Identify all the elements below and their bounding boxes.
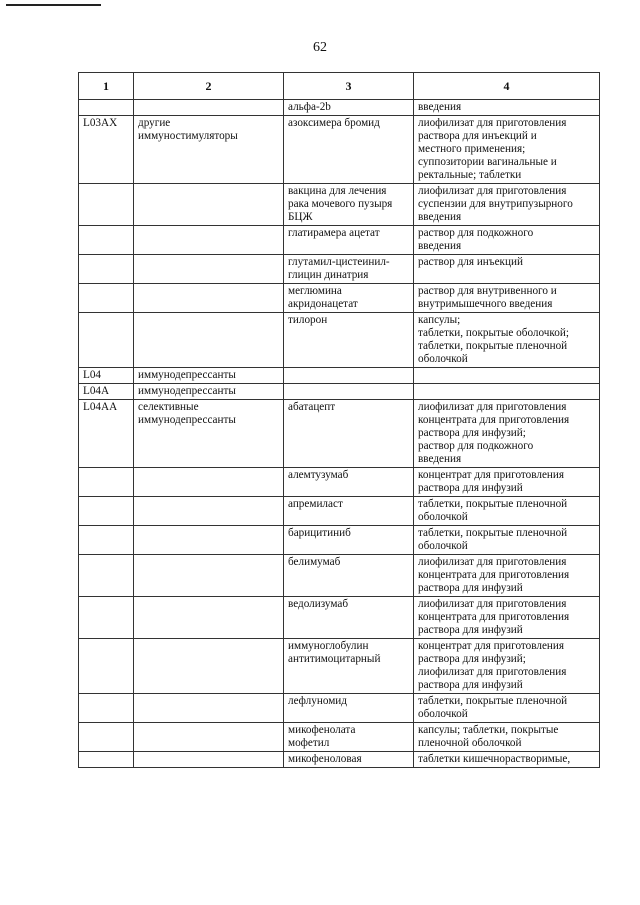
drug-table	[78, 72, 600, 768]
drug-name-cell	[284, 384, 414, 400]
table-row	[79, 284, 600, 313]
page-number: 62	[313, 40, 327, 55]
dosage-form-cell: раствор для инъекций	[414, 255, 600, 284]
table-row	[79, 255, 600, 284]
group-name-cell	[134, 226, 284, 255]
drug-name-cell: азоксимера бромид	[284, 116, 414, 184]
table-row	[79, 555, 600, 597]
atc-code-cell: L03AX	[79, 116, 134, 184]
group-name-cell	[134, 313, 284, 368]
dosage-form-cell: лиофилизат для приготовления концентрата для приготовления раствора для инфузий	[414, 555, 600, 597]
header-rule	[6, 4, 101, 6]
dosage-form-cell: введения	[414, 100, 600, 116]
dosage-form-cell: лиофилизат для приготовления концентрата для приготовления раствора для инфузий; раствор для подкожного введения	[414, 400, 600, 468]
table-row	[79, 723, 600, 752]
dosage-form-cell: концентрат для приготовления раствора для инфузий; лиофилизат для приготовления раствора для инфузий	[414, 639, 600, 694]
atc-code-cell	[79, 597, 134, 639]
dosage-form-cell	[414, 368, 600, 384]
drug-name-cell: микофенолата мофетил	[284, 723, 414, 752]
atc-code-cell: L04	[79, 368, 134, 384]
column-header: 3	[284, 73, 414, 100]
dosage-form-cell: капсулы; таблетки, покрытые оболочкой; таблетки, покрытые пленочной оболочкой	[414, 313, 600, 368]
atc-code-cell	[79, 184, 134, 226]
group-name-cell	[134, 597, 284, 639]
group-name-cell	[134, 639, 284, 694]
table-row	[79, 116, 600, 184]
table-row	[79, 384, 600, 400]
group-name-cell	[134, 497, 284, 526]
group-name-cell	[134, 184, 284, 226]
atc-code-cell	[79, 313, 134, 368]
dosage-form-cell: таблетки, покрытые пленочной оболочкой	[414, 497, 600, 526]
table-row	[79, 184, 600, 226]
group-name-cell	[134, 100, 284, 116]
table-body	[79, 100, 600, 768]
drug-name-cell: глутамил-цистеинил- глицин динатрия	[284, 255, 414, 284]
dosage-form-cell: таблетки, покрытые пленочной оболочкой	[414, 526, 600, 555]
table-row	[79, 313, 600, 368]
atc-code-cell	[79, 284, 134, 313]
drug-name-cell: вакцина для лечения рака мочевого пузыря БЦЖ	[284, 184, 414, 226]
atc-code-cell	[79, 723, 134, 752]
atc-code-cell: L04A	[79, 384, 134, 400]
atc-code-cell	[79, 226, 134, 255]
table-row	[79, 497, 600, 526]
drug-name-cell: альфа-2b	[284, 100, 414, 116]
table-row	[79, 597, 600, 639]
atc-code-cell	[79, 255, 134, 284]
group-name-cell	[134, 468, 284, 497]
dosage-form-cell: концентрат для приготовления раствора для инфузий	[414, 468, 600, 497]
table-row	[79, 100, 600, 116]
table-row	[79, 368, 600, 384]
drug-name-cell: апремиласт	[284, 497, 414, 526]
dosage-form-cell: лиофилизат для приготовления суспензии для внутрипузырного введения	[414, 184, 600, 226]
atc-code-cell	[79, 526, 134, 555]
atc-code-cell	[79, 694, 134, 723]
table-row	[79, 526, 600, 555]
drug-name-cell: глатирамера ацетат	[284, 226, 414, 255]
dosage-form-cell: лиофилизат для приготовления концентрата для приготовления раствора для инфузий	[414, 597, 600, 639]
dosage-form-cell: раствор для подкожного введения	[414, 226, 600, 255]
drug-name-cell: меглюмина акридонацетат	[284, 284, 414, 313]
group-name-cell: иммунодепрессанты	[134, 368, 284, 384]
drug-name-cell: ведолизумаб	[284, 597, 414, 639]
table-row	[79, 468, 600, 497]
dosage-form-cell	[414, 384, 600, 400]
atc-code-cell	[79, 555, 134, 597]
table-row	[79, 639, 600, 694]
table-row	[79, 752, 600, 768]
drug-name-cell: белимумаб	[284, 555, 414, 597]
dosage-form-cell: таблетки кишечнорастворимые,	[414, 752, 600, 768]
table-row	[79, 226, 600, 255]
column-header: 4	[414, 73, 600, 100]
atc-code-cell	[79, 639, 134, 694]
dosage-form-cell: таблетки, покрытые пленочной оболочкой	[414, 694, 600, 723]
atc-code-cell	[79, 497, 134, 526]
group-name-cell	[134, 752, 284, 768]
group-name-cell	[134, 255, 284, 284]
table-row	[79, 400, 600, 468]
dosage-form-cell: капсулы; таблетки, покрытые пленочной оболочкой	[414, 723, 600, 752]
drug-name-cell: лефлуномид	[284, 694, 414, 723]
atc-code-cell	[79, 468, 134, 497]
drug-name-cell: алемтузумаб	[284, 468, 414, 497]
group-name-cell: другие иммуностимуляторы	[134, 116, 284, 184]
drug-name-cell	[284, 368, 414, 384]
drug-name-cell: абатацепт	[284, 400, 414, 468]
table-header-row	[79, 73, 600, 100]
drug-name-cell: иммуноглобулин антитимоцитарный	[284, 639, 414, 694]
group-name-cell	[134, 284, 284, 313]
drug-name-cell: микофеноловая	[284, 752, 414, 768]
atc-code-cell: L04AA	[79, 400, 134, 468]
dosage-form-cell: раствор для внутривенного и внутримышечного введения	[414, 284, 600, 313]
group-name-cell	[134, 723, 284, 752]
column-header: 1	[79, 73, 134, 100]
atc-code-cell	[79, 752, 134, 768]
table-row	[79, 694, 600, 723]
drug-name-cell: тилорон	[284, 313, 414, 368]
group-name-cell	[134, 555, 284, 597]
group-name-cell	[134, 694, 284, 723]
dosage-form-cell: лиофилизат для приготовления раствора для инъекций и местного применения; суппозитории вагинальные и ректальные; таблетки	[414, 116, 600, 184]
group-name-cell	[134, 526, 284, 555]
drug-name-cell: барицитиниб	[284, 526, 414, 555]
atc-code-cell	[79, 100, 134, 116]
group-name-cell: селективные иммунодепрессанты	[134, 400, 284, 468]
column-header: 2	[134, 73, 284, 100]
group-name-cell: иммунодепрессанты	[134, 384, 284, 400]
